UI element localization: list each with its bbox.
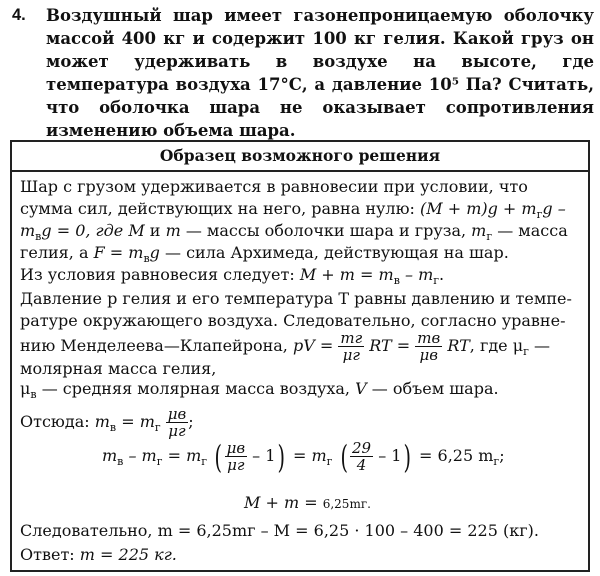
result-line: Следовательно, m = 6,25mг – M = 6,25 · 100 – 400 = 225 (кг). (20, 521, 539, 540)
formula-line: $m_в - m_г = m_г$ ( $\frac{\mu в}{\mu г}$ – $1) = m_г$ ( $\frac{29}{4}$ – 1) = 6,25 $m_г$; (102, 437, 505, 476)
solution-line: Давление p гелия и его температура T равны давлению и темпе- (20, 289, 572, 308)
fraction: $\frac{\mu в}{\mu г}$ (226, 439, 246, 474)
formula-line: M + m = 6,25mг. (244, 493, 371, 512)
fraction: $\frac{29}{4}$ (352, 439, 372, 474)
solution-line: $m_вg = 0$, где M и m — массы оболочки шара и груза, $m_г$ — масса (20, 221, 568, 244)
solution-box (10, 140, 590, 572)
solution-header: Образец возможного решения (12, 142, 588, 172)
solution-line: $\mu_в$ — средняя молярная масса воздуха, V — объем шара. (20, 379, 499, 402)
solution-line: ратуре окружающего воздуха. Следовательно, согласно уравне- (20, 311, 566, 330)
solution-line: гелия, а $F = m_вg$ — сила Архимеда, действующая на шар. (20, 243, 509, 266)
solution-line: молярная масса гелия, (20, 359, 217, 378)
solution-line: сумма сил, действующих на него, равна нулю: $(M + m)g + m_гg$ – (20, 199, 566, 222)
answer-line: Ответ: m = 225 кг. (20, 545, 177, 564)
problem-number: 4. (12, 6, 26, 24)
solution-line: Шар с грузом удерживается в равновесии при условии, что (20, 177, 528, 196)
fraction: $\frac{mв}{\mu в}$ (417, 329, 441, 364)
formula-line: Отсюда: $m_в = m_г$ $\frac{\mu в}{\mu г}$ ; (20, 405, 194, 440)
solution-line: нию Менделеева—Клапейрона, pV = $\frac{mг}{\mu г}$ RT = $\frac{mв}{\mu в}$ RT, где $\mu_г$ — (20, 329, 550, 364)
fraction: $\frac{mг}{\mu г}$ (340, 329, 363, 364)
fraction: $\frac{\mu в}{\mu г}$ (167, 405, 187, 440)
solution-line: Из условия равновесия следует: $M + m = m_в - m_г$. (20, 265, 445, 288)
problem-text: Воздушный шар имеет газонепроницаемую оболочку массой 400 кг и содержит 100 кг гелия. Какой груз он может удерживать в воздухе на высоте, где температура воздуха 17°С, а давление 10⁵ Па? Считать, что оболочка шара не оказывает сопротивления изменению объема шара. (46, 6, 594, 140)
